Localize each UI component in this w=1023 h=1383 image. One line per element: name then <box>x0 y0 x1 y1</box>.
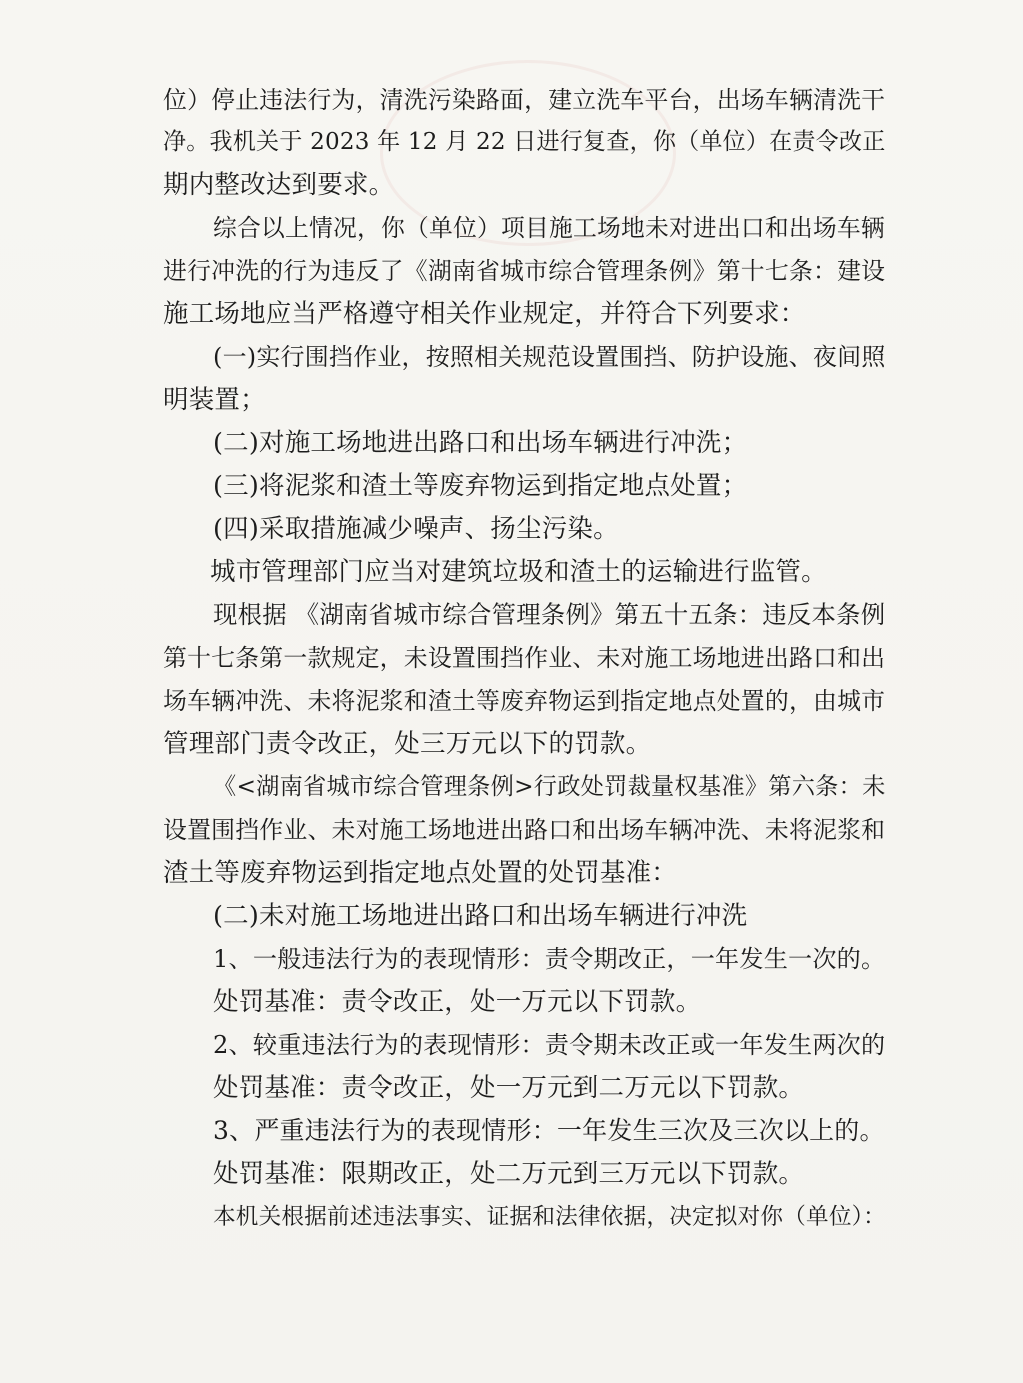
body-line-19: 渣土等废弃物运到指定地点处置的处罚基准： <box>163 858 678 888</box>
body-line-9: (二)对施工场地进出路口和出场车辆进行冲洗； <box>213 428 748 458</box>
body-line-13: 现根据 《湖南省城市综合管理条例》第五十五条：违反本条例 <box>213 600 886 629</box>
body-line-20: (二)未对施工场地进出路口和出场车辆进行冲洗 <box>213 901 748 931</box>
body-line-17: 《<湖南省城市综合管理条例>行政处罚裁量权基准》第六条：未 <box>213 773 886 800</box>
body-line-23: 2、较重违法行为的表现情形：责令期未改正或一年发生两次的 <box>213 1031 886 1059</box>
body-line-2: 净。我机关于 2023 年 12 月 22 日进行复查，你（单位）在责令改正 <box>163 129 886 155</box>
body-line-16: 管理部门责令改正，处三万元以下的罚款。 <box>163 729 652 759</box>
body-line-21: 1、一般违法行为的表现情形：责令期改正，一年发生一次的。 <box>213 945 886 973</box>
body-line-24: 处罚基准：责令改正，处一万元到二万元以下罚款。 <box>213 1073 805 1103</box>
body-line-1: 位）停止违法行为，清洗污染路面，建立洗车平台，出场车辆清洗干 <box>163 86 886 114</box>
body-line-18: 设置围挡作业、未对施工场地进出路口和出场车辆冲洗、未将泥浆和 <box>163 816 886 844</box>
body-line-22: 处罚基准：责令改正，处一万元以下罚款。 <box>213 987 702 1017</box>
body-line-3: 期内整改达到要求。 <box>163 170 395 200</box>
body-line-25: 3、严重违法行为的表现情形：一年发生三次及三次以上的。 <box>213 1116 885 1145</box>
body-line-27: 本机关根据前述违法事实、证据和法律依据，决定拟对你（单位）： <box>213 1204 886 1230</box>
body-line-6: 施工场地应当严格遵守相关作业规定，并符合下列要求： <box>163 299 806 329</box>
body-line-14: 第十七条第一款规定，未设置围挡作业、未对施工场地进出路口和出 <box>163 644 886 672</box>
body-line-10: (三)将泥浆和渣土等废弃物运到指定地点处置； <box>213 471 748 501</box>
body-line-12: 城市管理部门应当对建筑垃圾和渣土的运输进行监管。 <box>210 557 827 587</box>
body-line-7: (一)实行围挡作业，按照相关规范设置围挡、防护设施、夜间照 <box>213 343 886 371</box>
body-line-15: 场车辆冲洗、未将泥浆和渣土等废弃物运到指定地点处置的，由城市 <box>163 687 886 715</box>
body-line-11: (四)采取措施减少噪声、扬尘污染。 <box>213 514 619 544</box>
body-line-5: 进行冲洗的行为违反了《湖南省城市综合管理条例》第十七条：建设 <box>163 257 886 285</box>
body-line-4: 综合以上情况，你（单位）项目施工场地未对进出口和出场车辆 <box>213 214 885 242</box>
body-line-8: 明装置； <box>163 385 266 415</box>
body-line-26: 处罚基准：限期改正，处二万元到三万元以下罚款。 <box>213 1159 805 1189</box>
